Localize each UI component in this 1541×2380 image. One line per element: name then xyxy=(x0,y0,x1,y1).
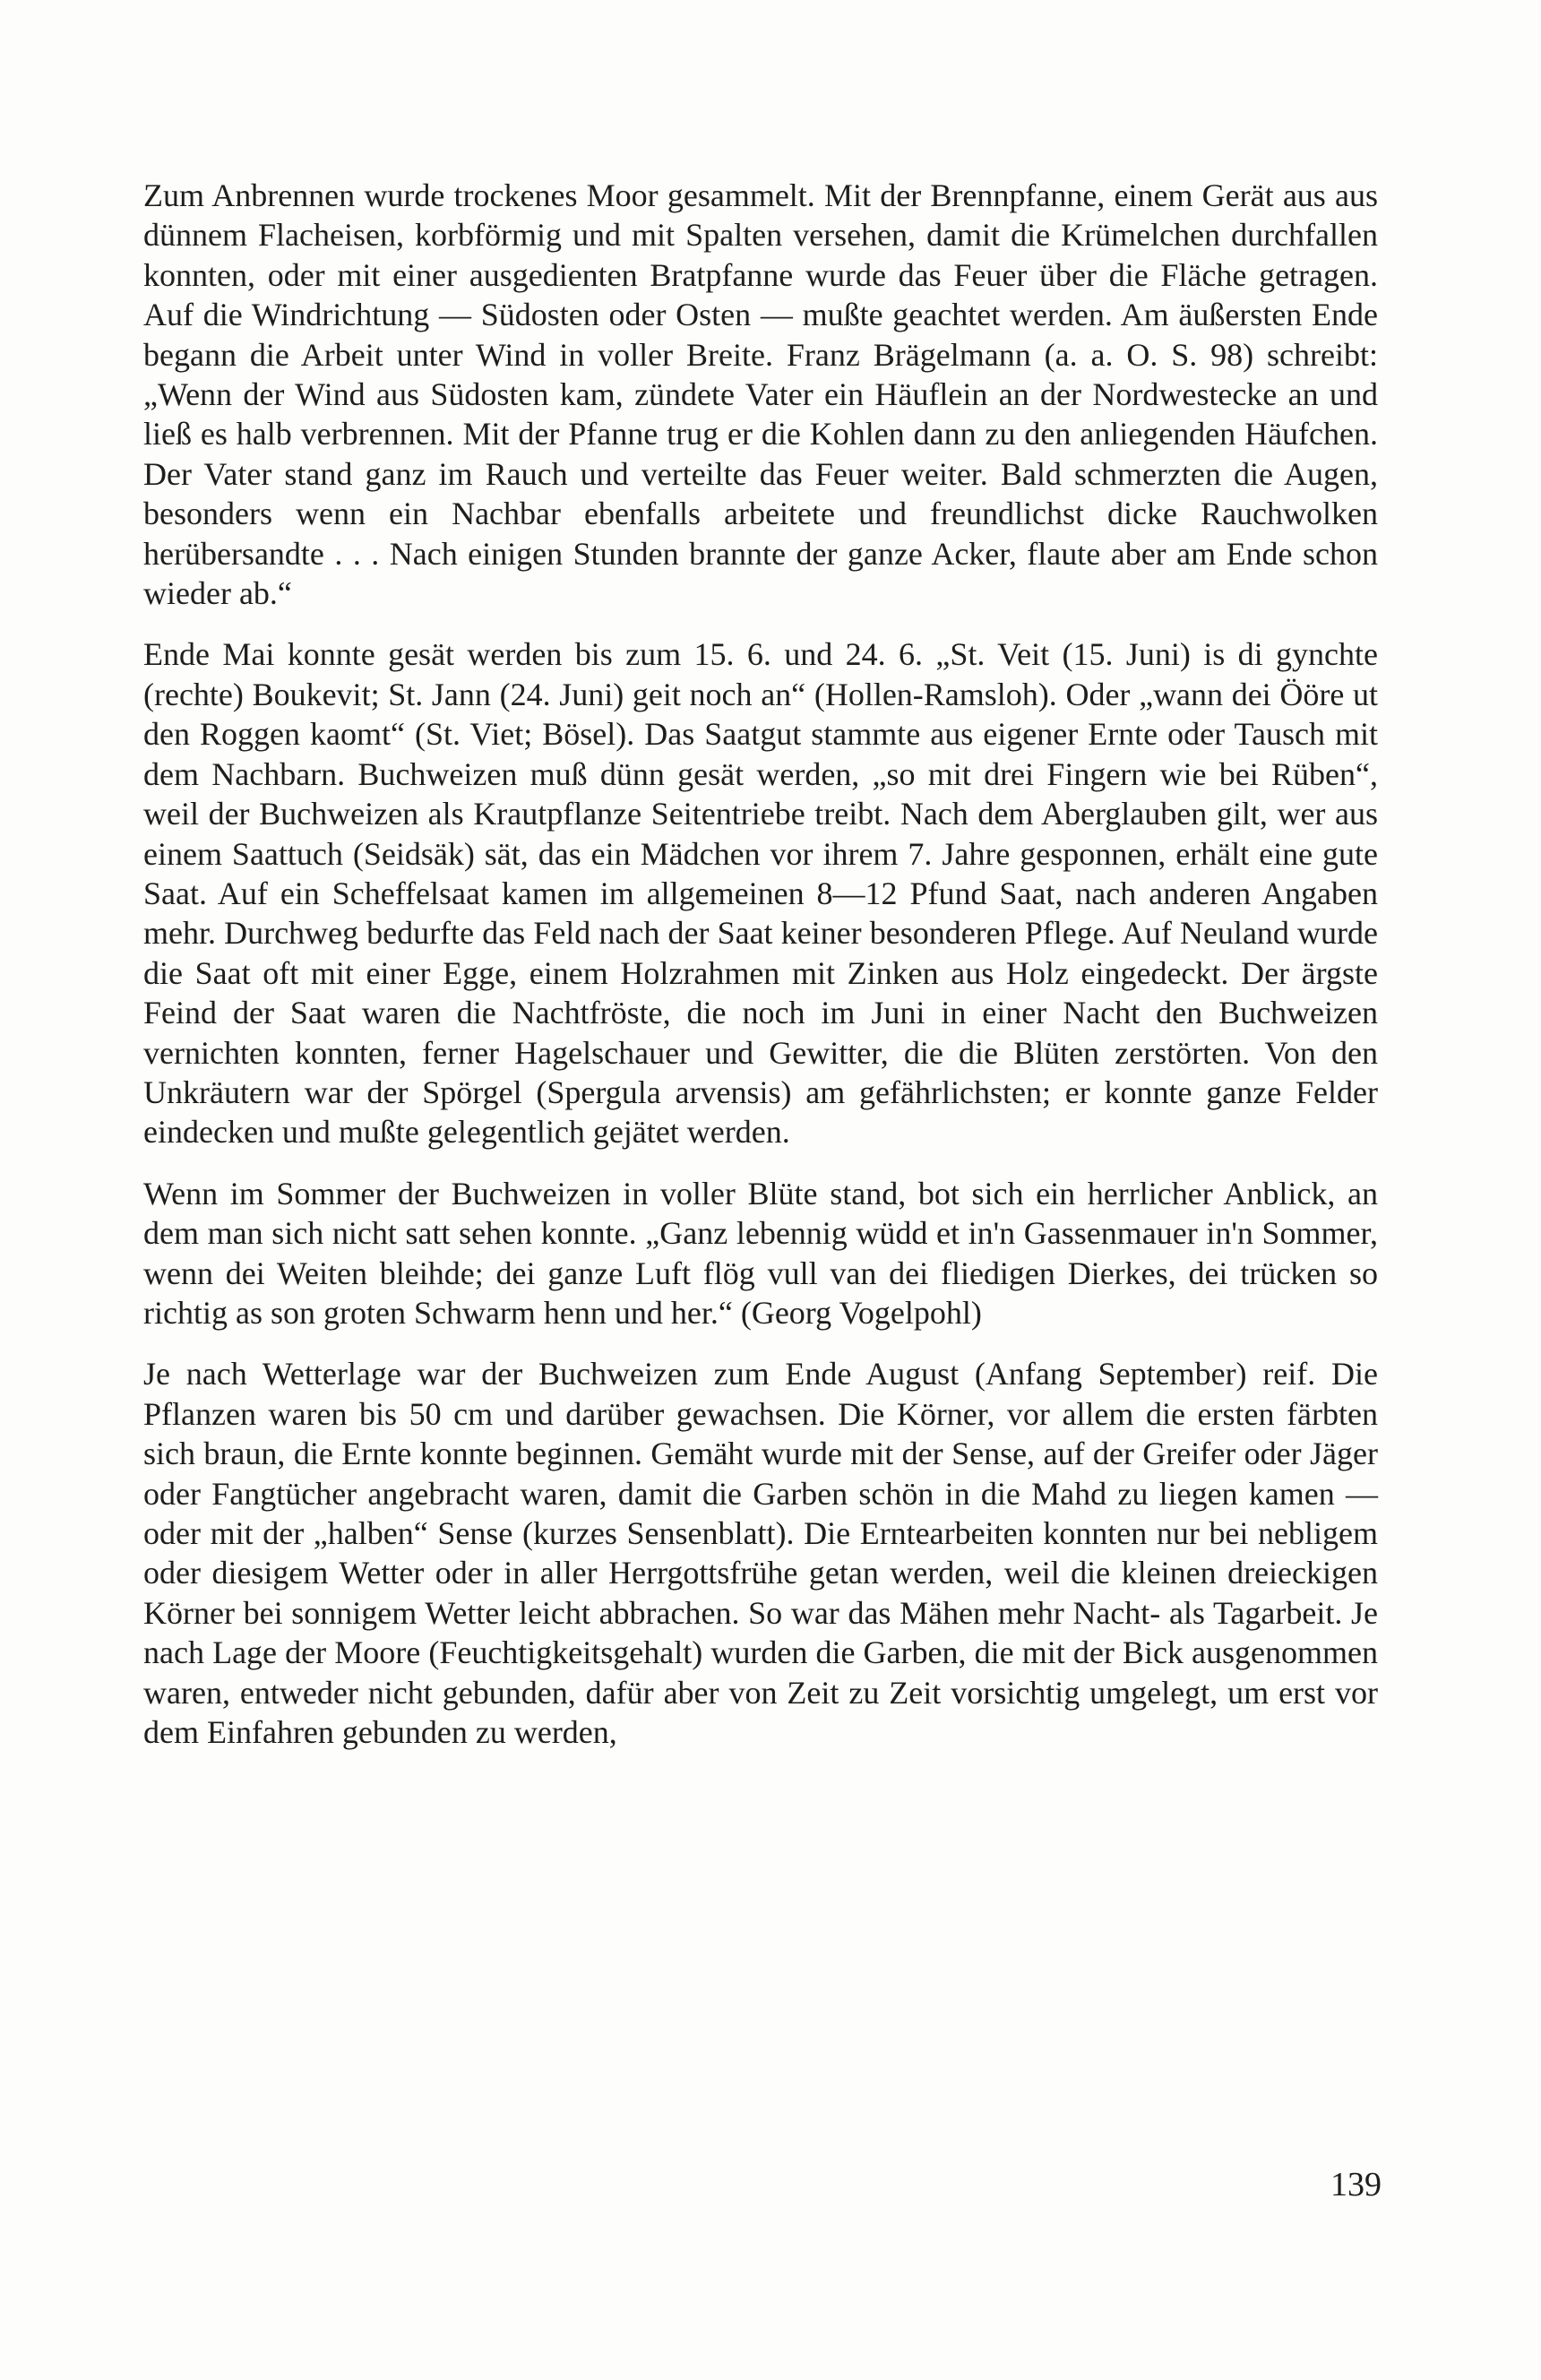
paragraph-sowing: Ende Mai konnte gesät werden bis zum 15. 6. und 24. 6. „St. Veit (15. Juni) is di gynchte (rechte) Boukevit; St. Jann (24. Juni) geit noch an“ (Hollen-Ramsloh). Oder „wann dei Ööre ut den Roggen kaomt“ (St. Viet; Bösel). Das Saatgut stammte aus eigener Ernte oder Tausch mit dem Nachbarn. Buchweizen muß dünn gesät werden, „so mit drei Fingern wie bei Rüben“, weil der Buchweizen als Krautpflanze Seitentriebe treibt. Nach dem Aberglauben gilt, wer aus einem Saattuch (Seidsäk) sät, das ein Mädchen vor ihrem 7. Jahre gesponnen, erhält eine gute Saat. Auf ein Scheffelsaat kamen im allgemeinen 8—12 Pfund Saat, nach anderen Angaben mehr. Durchweg bedurfte das Feld nach der Saat keiner besonderen Pflege. Auf Neuland wurde die Saat oft mit einer Egge, einem Holzrahmen mit Zinken aus Holz eingedeckt. Der ärgste Feind der Saat waren die Nachtfröste, die noch im Juni in einer Nacht den Buchweizen vernichten konnten, ferner Hagelschauer und Gewitter, die die Blüten zerstörten. Von den Unkräutern war der Spörgel (Spergula arvensis) am gefährlichsten; er konnte ganze Felder eindecken und mußte gelegentlich gejätet werden. xyxy=(143,636,1378,1151)
paragraph-harvest: Je nach Wetterlage war der Buchweizen zum Ende August (Anfang September) reif. Die Pflanzen waren bis 50 cm und darüber gewachsen. Die Körner, vor allem die ersten färbten sich braun, die Ernte konnte beginnen. Gemäht wurde mit der Sense, auf der Greifer oder Jäger oder Fangtücher angebracht waren, damit die Garben schön in die Mahd zu liegen kamen — oder mit der „halben“ Sense (kurzes Sensenblatt). Die Erntearbeiten konnten nur bei nebligem oder diesigem Wetter oder in aller Herrgottsfrühe getan werden, weil die kleinen dreieckigen Körner bei sonnigem Wetter leicht abbrachen. So war das Mähen mehr Nacht- als Tagarbeit. Je nach Lage der Moore (Feuchtigkeitsgehalt) wurden die Garben, die mit der Bick ausgenommen waren, entweder nicht gebunden, dafür aber von Zeit zu Zeit vorsichtig umgelegt, um erst vor dem Einfahren gebunden zu werden, xyxy=(143,1356,1378,1751)
body-text xyxy=(143,176,1378,1752)
paragraph-burning: Zum Anbrennen wurde trockenes Moor gesammelt. Mit der Brennpfanne, einem Gerät aus aus dünnem Flacheisen, korbförmig und mit Spalten versehen, damit die Krümelchen durchfallen konnten, oder mit einer ausgedienten Bratpfanne wurde das Feuer über die Fläche getragen. Auf die Windrichtung — Südosten oder Osten — mußte geachtet werden. Am äußersten Ende begann die Arbeit unter Wind in voller Breite. Franz Brägelmann (a. a. O. S. 98) schreibt: „Wenn der Wind aus Südosten kam, zündete Vater ein Häuflein an der Nordwestecke an und ließ es halb verbrennen. Mit der Pfanne trug er die Kohlen dann zu den anliegenden Häufchen. Der Vater stand ganz im Rauch und verteilte das Feuer weiter. Bald schmerzten die Augen, besonders wenn ein Nachbar ebenfalls arbeitete und freundlichst dicke Rauchwolken herübersandte . . . Nach einigen Stunden brannte der ganze Acker, flaute aber am Ende schon wieder ab.“ xyxy=(143,177,1378,612)
page-number: 139 xyxy=(1330,2166,1382,2203)
paragraph-blossom: Wenn im Sommer der Buchweizen in voller Blüte stand, bot sich ein herrlicher Anblick, an dem man sich nicht satt sehen konnte. „Ganz lebennig wüdd et in'n Gassenmauer in'n Sommer, wenn dei Weiten bleihde; dei ganze Luft flög vull van dei fliedigen Dierkes, dei trücken so richtig as son groten Schwarm henn und her.“ (Georg Vogelpohl) xyxy=(143,1175,1378,1331)
